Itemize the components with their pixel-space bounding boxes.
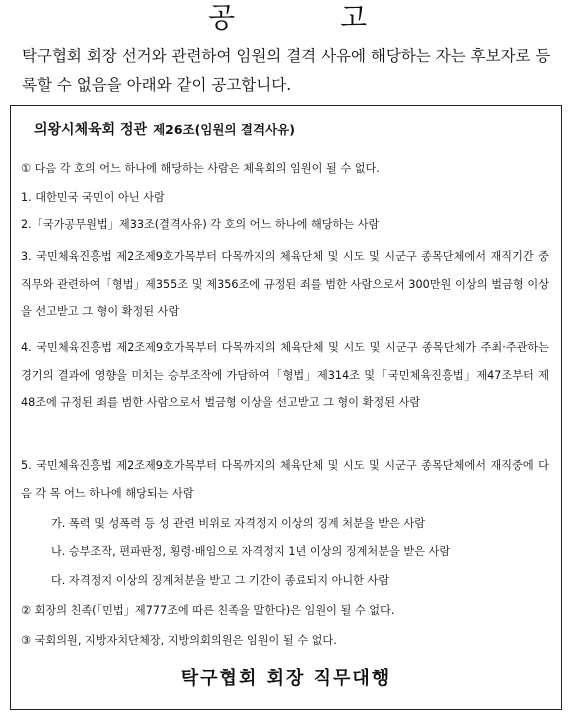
list-item: 3. 국민체육진흥법 제2조제9호가목부터 다목까지의 체육단체 및 시도 및 시군구 종목단체에서 재직기간 중 직무와 관련하여「형법」제355조 및 제356조에 규정된 죄를 범한 사람으로서 300만원 이상의 벌금형 이상을 선고받고 그 형이 확정된 사람 [21,250,549,318]
bylaw-box [10,105,562,710]
notice-title: 공 고 [208,1,415,34]
list-item: 2.「국가공무원법」제33조(결격사유) 각 호의 어느 하나에 해당하는 사람 [21,218,380,231]
clause-1: ① 다음 각 호의 어느 하나에 해당하는 사람은 체육회의 임원이 될 수 없다. [21,162,380,175]
signatory: 탁구협회 회장 직무대행 [180,668,392,689]
bylaw-heading-article: 제26조(임원의 결격사유) [153,122,295,137]
sub-list-item: 가. 폭력 및 성폭력 등 성 관련 비위로 자격정지 이상의 징계 처분을 받은 사람 [51,517,426,530]
sub-list-item: 다. 자격정지 이상의 징계처분을 받고 그 기간이 종료되지 아니한 사람 [51,574,390,587]
list-item: 4. 국민체육진흥법 제2조제9호가목부터 다목까지의 체육단체 및 시도 및 시군구 종목단체가 주최·주관하는 경기의 결과에 영향을 미치는 승부조작에 가담하여「형법」제314조 및「국민체육진흥법」제47조부터 제48조에 규정된 죄를 범한 사람으로서 벌금형 이상을 선고받고 그 형이 확정된 사람 [21,341,549,409]
clause-3: ③ 국회의원, 지방자치단체장, 지방의회의원은 임원이 될 수 없다. [21,634,337,647]
notice-intro: 탁구협회 회장 선거와 관련하여 임원의 결격 사유에 해당하는 자는 후보자로 등록할 수 없음을 아래와 같이 공고합니다. [22,47,551,94]
list-item: 5. 국민체육진흥법 제2조제9호가목부터 다목까지의 체육단체 및 시도 및 시군구 종목단체에서 재직중에 다음 각 목 어느 하나에 해당되는 사람 [21,459,549,500]
bylaw-heading-title: 의왕시체육회 정관 [34,122,148,138]
clause-2: ② 회장의 친족(「민법」제777조에 따른 친족을 말한다)은 임원이 될 수 없다. [21,604,395,617]
sub-list-item: 나. 승부조작, 편파판정, 횡령·배임으로 자격정지 1년 이상의 징계처분을 받은 사람 [51,545,451,558]
bylaw-heading [34,119,295,139]
list-item: 1. 대한민국 국민이 아닌 사람 [21,191,165,204]
